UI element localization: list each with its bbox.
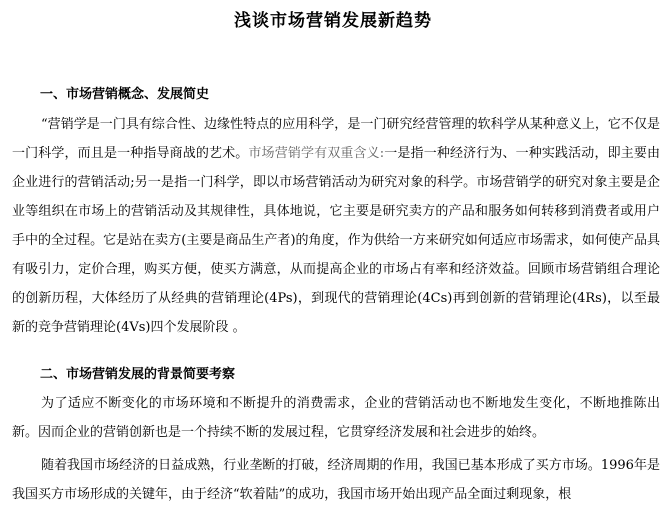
paragraph-text-part-3: 一是指一种经济行为、一种实践活动，即主要由企业进行的营销活动;另一是指一门科学，即以市场营销活动为研究对象的科学。市场营销学的研究对象主要是企业等组织在市场上的营销活动及其规律性，具体地说，它主要是研究卖方的产品和服务如何转移到消费者或用户手中的全过程。它是站在卖方(主要是商品生产者)的角度，作为供给一方来研究如何适应市场需求，如何使产品具有吸引力，定价合理，购买方便，使买方满意，从而提高企业的市场占有率和经济效益。回顾市场营销组合理论的创新历程，大体经历了从经典的营销理论(4Ps)，到现代的营销理论(4Cs)再到创新的营销理论(4Rs)，以至最新的竞争营销理论(4Vs)四个发展阶段 。 (12, 146, 660, 335)
section-heading-1: 一、市场营销概念、发展简史 (40, 87, 210, 102)
section-2-paragraph-2: 随着我国市场经济的日益成熟，行业垄断的打破，经济周期的作用，我国已基本形成了买方市场。1996年是我国买方市场形成的关键年，由于经济“软着陆”的成功，我国市场开始出现产品全面过剩现象，根 (12, 458, 660, 502)
paragraph-text-part-1: “营销学是一门具有综合性、边缘性特点的应用科学，是一门研究经营管理的软科学从某种意义上，它不仅是一门科学，而且是一种指导商战的艺术。 (12, 117, 660, 161)
section-1-paragraph (12, 110, 660, 342)
document-title: 浅谈市场营销发展新趋势 (234, 11, 432, 31)
paragraph-text-part-2: 市场营销学有双重含义: (248, 146, 385, 161)
section-2-paragraph-1: 为了适应不断变化的市场环境和不断提升的消费需求，企业的营销活动也不断地发生变化，不断地推陈出新。因而企业的营销创新也是一个持续不断的发展过程，它贯穿经济发展和社会进步的始终。 (12, 396, 660, 440)
section-heading-2: 二、市场营销发展的背景简要考察 (40, 367, 236, 382)
